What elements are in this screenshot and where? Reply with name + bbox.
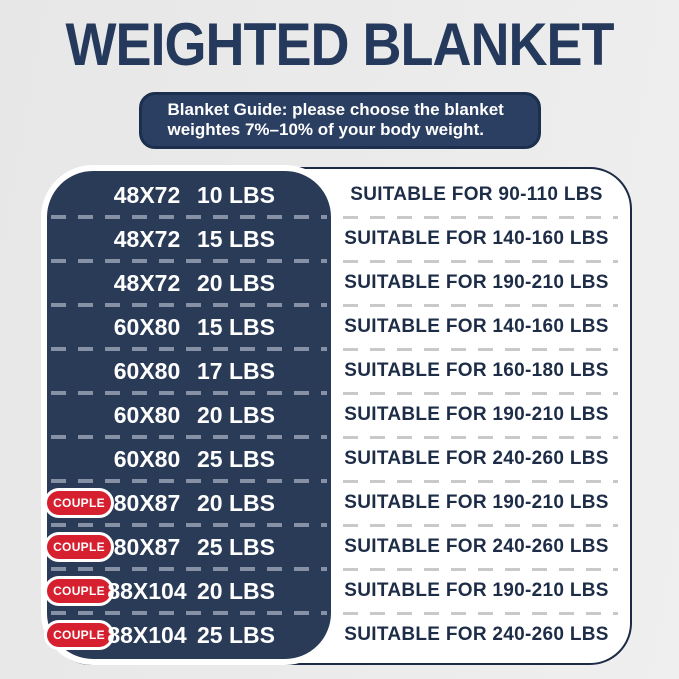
table-row (47, 173, 622, 217)
size-label: 48X72 (113, 269, 181, 296)
size-weight-cell (47, 525, 331, 569)
size-label: 48X72 (113, 225, 181, 252)
size-chart-card (41, 165, 632, 665)
size-chart-rows (47, 173, 622, 657)
suitable-cell (331, 481, 622, 525)
suitable-cell (331, 173, 622, 217)
suitable-label: SUITABLE FOR 190-210 LBS (344, 492, 609, 513)
table-row (47, 305, 622, 349)
weight-label: 25 LBS (197, 445, 275, 472)
table-row (47, 437, 622, 481)
weight-label: 10 LBS (197, 181, 275, 208)
suitable-cell (331, 261, 622, 305)
suitable-cell (331, 569, 622, 613)
table-row (47, 481, 622, 525)
guide-banner-line1: Blanket Guide: please choose the blanket (167, 100, 504, 119)
suitable-label: SUITABLE FOR 190-210 LBS (344, 404, 609, 425)
size-weight-cell (47, 173, 331, 217)
size-label: 60X80 (113, 313, 181, 340)
suitable-label: SUITABLE FOR 160-180 LBS (344, 360, 609, 381)
weight-label: 20 LBS (197, 269, 275, 296)
couple-badge: COUPLE (44, 576, 114, 606)
size-weight-cell (47, 349, 331, 393)
suitable-label: SUITABLE FOR 240-260 LBS (344, 448, 609, 469)
suitable-cell (331, 349, 622, 393)
weight-label: 15 LBS (197, 225, 275, 252)
couple-badge: COUPLE (44, 620, 114, 650)
suitable-label: SUITABLE FOR 240-260 LBS (344, 536, 609, 557)
table-row (47, 261, 622, 305)
size-weight-cell (47, 437, 331, 481)
guide-banner-line2: weightes 7%–10% of your body weight. (167, 120, 484, 139)
table-row (47, 217, 622, 261)
size-label: 80X87 (113, 533, 181, 560)
suitable-label: SUITABLE FOR 190-210 LBS (344, 272, 609, 293)
table-row (47, 569, 622, 613)
table-row (47, 525, 622, 569)
weight-label: 15 LBS (197, 313, 275, 340)
size-label: 88X104 (107, 577, 187, 604)
suitable-cell (331, 437, 622, 481)
weight-label: 25 LBS (197, 533, 275, 560)
suitable-cell (331, 525, 622, 569)
size-weight-cell (47, 261, 331, 305)
weight-label: 20 LBS (197, 401, 275, 428)
table-row (47, 613, 622, 657)
suitable-label: SUITABLE FOR 240-260 LBS (344, 624, 609, 645)
size-weight-cell (47, 569, 331, 613)
suitable-label: SUITABLE FOR 190-210 LBS (344, 580, 609, 601)
size-weight-cell (47, 305, 331, 349)
weight-label: 17 LBS (197, 357, 275, 384)
size-label: 60X80 (113, 445, 181, 472)
suitable-cell (331, 305, 622, 349)
suitable-cell (331, 393, 622, 437)
size-label: 48X72 (113, 181, 181, 208)
size-label: 60X80 (113, 401, 181, 428)
size-weight-cell (47, 481, 331, 525)
weight-label: 25 LBS (197, 621, 275, 648)
suitable-label: SUITABLE FOR 90-110 LBS (350, 184, 603, 205)
table-row (47, 393, 622, 437)
weight-label: 20 LBS (197, 489, 275, 516)
size-weight-cell (47, 217, 331, 261)
couple-badge: COUPLE (44, 532, 114, 562)
suitable-label: SUITABLE FOR 140-160 LBS (344, 228, 609, 249)
size-weight-cell (47, 613, 331, 657)
suitable-cell (331, 217, 622, 261)
size-weight-cell (47, 393, 331, 437)
suitable-cell (331, 613, 622, 657)
page-title: WEIGHTED BLANKET (65, 11, 614, 79)
size-label: 88X104 (107, 621, 187, 648)
weighted-blanket-infographic (0, 10, 679, 679)
table-row (47, 349, 622, 393)
suitable-label: SUITABLE FOR 140-160 LBS (344, 316, 609, 337)
weight-label: 20 LBS (197, 577, 275, 604)
size-label: 80X87 (113, 489, 181, 516)
size-label: 60X80 (113, 357, 181, 384)
couple-badge: COUPLE (44, 488, 114, 518)
guide-banner (139, 92, 541, 149)
